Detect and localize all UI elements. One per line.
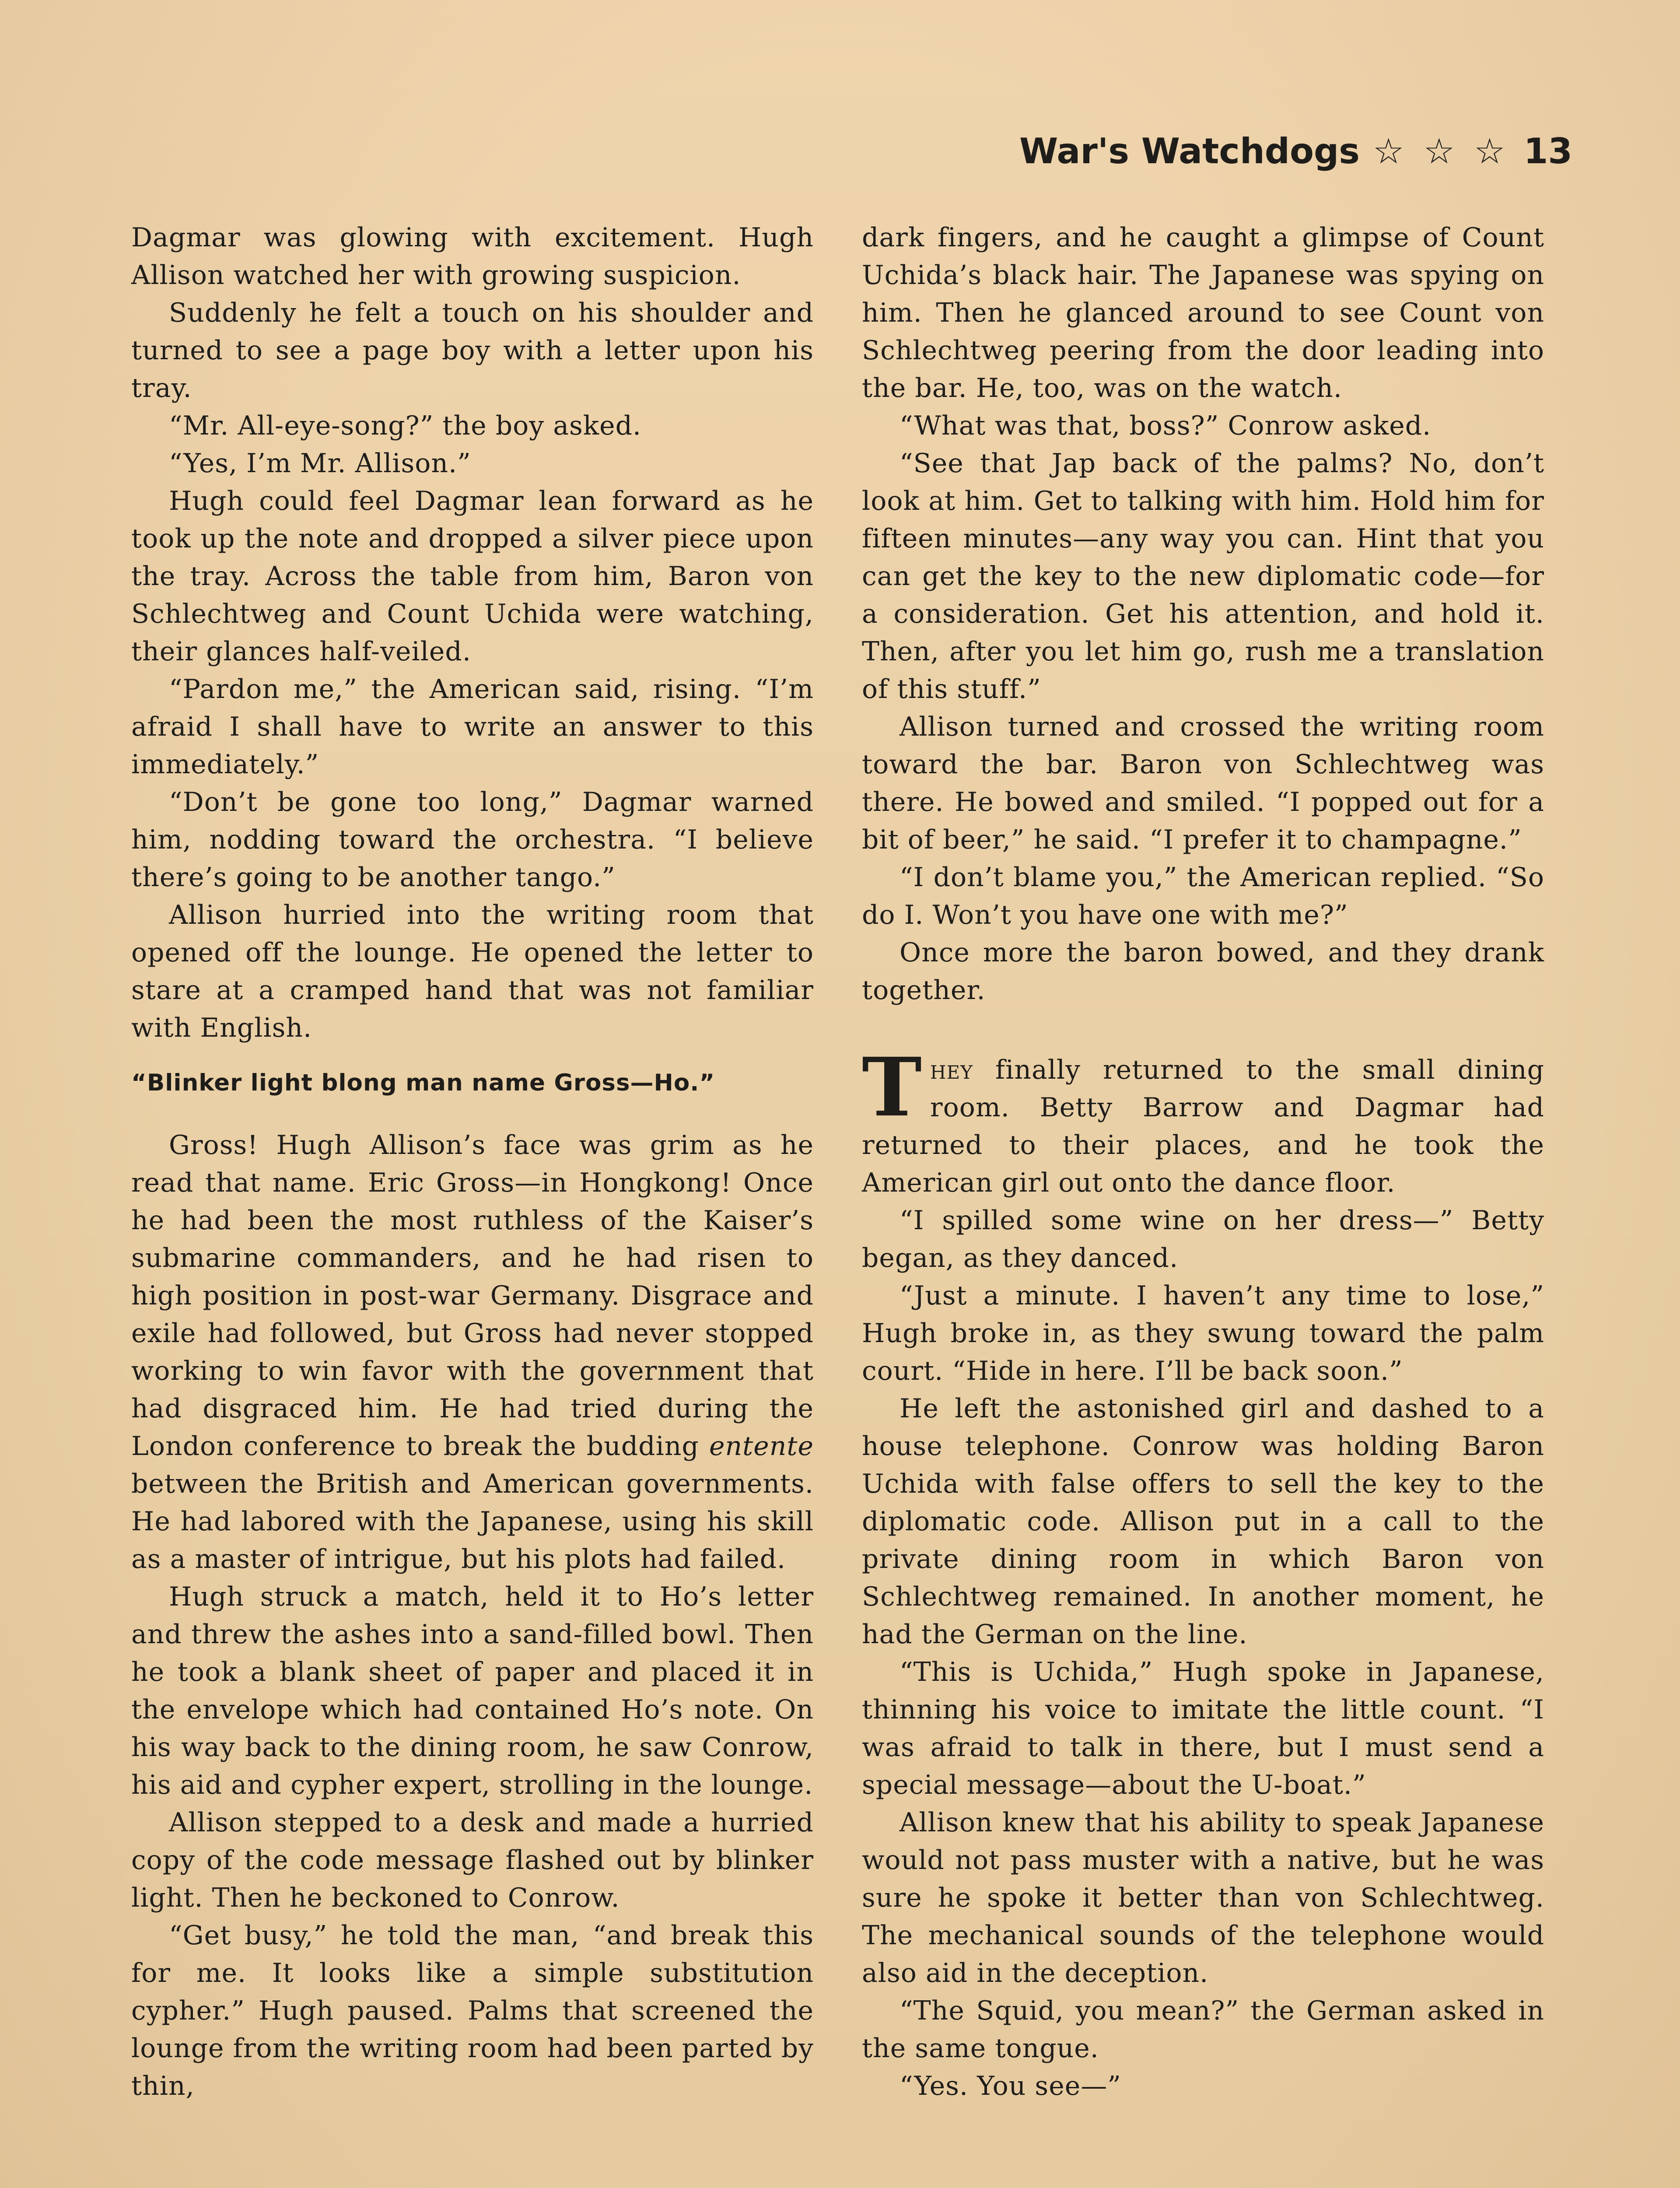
paragraph: Allison hurried into the writing room that opened off the lounge. He opened the letter to stare at a cramped hand that was not familiar with English. <box>131 900 814 1043</box>
paragraph: Once more the baron bowed, and they drank together. <box>862 937 1544 1006</box>
paragraph: “Just a minute. I haven’t any time to lose,” Hugh broke in, as they swung toward the palm court. “Hide in here. I’ll be back soon.” <box>862 1280 1544 1386</box>
paragraph: “What was that, boss?” Conrow asked. <box>900 410 1432 441</box>
paragraph-text: between the British and American governments. He had labored with the Japanese, using his skill as a master of intrigue, but his plots had failed. <box>131 1469 814 1574</box>
paragraph: “Don’t be gone too long,” Dagmar warned him, nodding toward the orchestra. “I believe there’s going to be another tango.” <box>131 787 814 893</box>
paragraph: “This is Uchida,” Hugh spoke in Japanese, thinning his voice to imitate the little count. “I was afraid to talk in there, but I must send a special message—about the U-boat.” <box>862 1657 1544 1800</box>
paragraph: “I don’t blame you,” the American replied. “So do I. Won’t you have one with me?” <box>862 862 1544 930</box>
paragraph: Suddenly he felt a touch on his shoulder and turned to see a page boy with a letter upon his tray. <box>131 298 814 403</box>
right-column <box>862 219 1544 2105</box>
paragraph: “Yes. You see—” <box>900 2071 1121 2101</box>
paragraph: Hugh struck a match, held it to Ho’s letter and threw the ashes into a sand-filled bowl. Then he took a blank sheet of paper and placed it in the envelope which had contained Ho’s note. On his way back to the dining room, he saw Conrow, his aid and cypher expert, strolling in the lounge. <box>131 1581 814 1800</box>
page-number: 13 <box>1523 131 1573 172</box>
small-caps-lead: hey <box>930 1055 973 1085</box>
letter-quote: “Blinker light blong man name Gross—Ho.” <box>131 1069 715 1096</box>
paragraph: Allison turned and crossed the writing room toward the bar. Baron von Schlechtweg was there. He bowed and smiled. “I popped out for a bit of beer,” he said. “I prefer it to champagne.” <box>862 712 1544 855</box>
paragraph-text: finally returned to the small dining room. Betty Barrow and Dagmar had returned to their places, and he took the American girl out onto the dance floor. <box>862 1055 1544 1198</box>
paragraph: “The Squid, you mean?” the German asked in the same tongue. <box>862 1995 1544 2064</box>
section-break <box>862 1009 1544 1051</box>
running-head <box>1019 130 1573 173</box>
paragraph: Dagmar was glowing with excitement. Hugh Allison watched her with growing suspicion. <box>131 222 814 291</box>
paragraph: “Get busy,” he told the man, “and break this for me. It looks like a simple substitution cypher.” Hugh paused. Palms that screened the lounge from the writing room had been parted by thin, <box>131 1920 814 2101</box>
drop-cap: T <box>862 1040 922 1135</box>
paragraph: “I spilled some wine on her dress—” Betty began, as they danced. <box>862 1205 1544 1273</box>
paragraph: “Pardon me,” the American said, rising. “I’m afraid I shall have to write an answer to this immediately.” <box>131 674 814 780</box>
paragraph: Hugh could feel Dagmar lean forward as he took up the note and dropped a silver piece upon the tray. Across the table from him, Baron von Schlechtweg and Count Uchida were watching, their glances half-veiled. <box>131 486 814 667</box>
left-column <box>131 219 814 2105</box>
paragraph: He left the astonished girl and dashed to a house telephone. Conrow was holding Baron Uchida with false offers to sell the key to the diplomatic code. Allison put in a call to the private dining room in which Baron von Schlechtweg remained. In another moment, he had the German on the line. <box>862 1393 1544 1650</box>
paragraph <box>862 1040 1544 1202</box>
paragraph: “See that Jap back of the palms? No, don’t look at him. Get to talking with him. Hold him for fifteen minutes—any way you can. Hint that you can get the key to the new diplomatic code—for a consideration. Get his attention, and hold it. Then, after you let him go, rush me a translation of this stuff.” <box>862 448 1544 705</box>
paragraph-text: Gross! Hugh Allison’s face was grim as he read that name. Eric Gross—in Hongkong! Once he had been the most ruthless of the Kaiser’s submarine commanders, and he had risen to high position in post-war Germany. Disgrace and exile had followed, but Gross had never stopped working to win favor with the government that had disgraced him. He had tried during the London conference to break the budding <box>131 1130 814 1462</box>
paragraph: “Yes, I’m Mr. Allison.” <box>169 448 471 479</box>
emphasized-word: entente <box>709 1431 814 1462</box>
paragraph <box>131 1126 814 1578</box>
paragraph: Allison stepped to a desk and made a hurried copy of the code message flashed out by blinker light. Then he beckoned to Conrow. <box>131 1807 814 1913</box>
paragraph: Allison knew that his ability to speak Japanese would not pass muster with a native, but he was sure he spoke it better than von Schlechtweg. The mechanical sounds of the telephone would also aid in the deception. <box>862 1807 1544 1988</box>
star-ornaments: ☆ ☆ ☆ <box>1372 131 1509 172</box>
paragraph: dark fingers, and he caught a glimpse of Count Uchida’s black hair. The Japanese was spying on him. Then he glanced around to see Count von Schlechtweg peering from the door leading into the bar. He, too, was on the watch. <box>862 222 1544 403</box>
paragraph: “Mr. All-eye-song?” the boy asked. <box>169 410 642 441</box>
story-title: War's Watchdogs <box>1019 131 1360 172</box>
